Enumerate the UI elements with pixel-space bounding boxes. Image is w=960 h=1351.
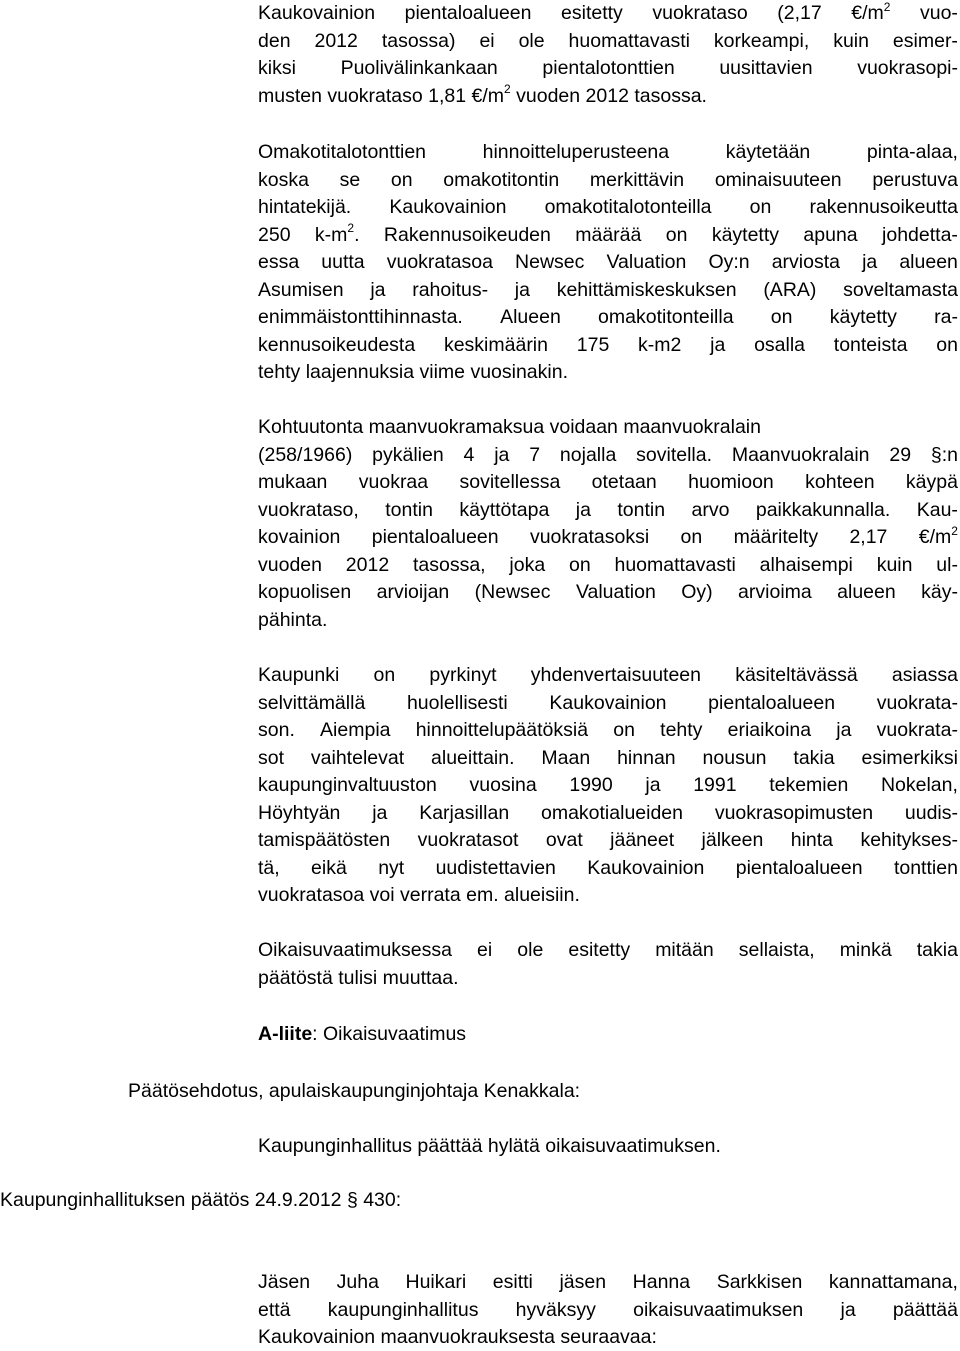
word: den bbox=[258, 29, 291, 52]
word: alueen bbox=[837, 581, 896, 603]
word: ja bbox=[514, 278, 530, 301]
word: esitti bbox=[492, 1271, 533, 1293]
word: ole bbox=[518, 29, 545, 52]
word: käytetään bbox=[725, 141, 811, 163]
word: pykälien bbox=[372, 443, 444, 466]
word: ul- bbox=[936, 553, 958, 576]
word: apuna bbox=[803, 223, 858, 246]
word: takia bbox=[916, 939, 958, 961]
word: kehittämiskeskuksen bbox=[556, 278, 737, 301]
word: son. bbox=[258, 719, 295, 741]
word: ja bbox=[494, 443, 510, 466]
word: päättää bbox=[892, 1298, 958, 1321]
word: hinnan bbox=[617, 746, 676, 769]
word: nousun bbox=[702, 746, 767, 769]
word: on bbox=[373, 664, 396, 686]
word: ja bbox=[645, 774, 661, 796]
word: johdetta- bbox=[882, 223, 958, 246]
word: arvo bbox=[691, 498, 730, 521]
word: on bbox=[680, 526, 703, 548]
paragraph-line: Kaukovainion maanvuokrauksesta seuraavaa: bbox=[258, 1326, 657, 1348]
word: Juha bbox=[336, 1271, 379, 1293]
word: keskimäärin bbox=[443, 333, 548, 356]
paragraph-line: musten vuokrataso 1,81 $€/m^2$ vuoden 2012 tasossa. bbox=[258, 82, 707, 107]
word: ja bbox=[370, 278, 386, 301]
word: Oy) bbox=[681, 581, 713, 603]
word: vuokrasopimusten bbox=[714, 801, 874, 824]
word: mitään bbox=[655, 939, 714, 961]
word: otetaan bbox=[591, 471, 657, 493]
word: Höyhtyän bbox=[258, 801, 341, 824]
word: §:n bbox=[930, 443, 958, 466]
paragraph-line bbox=[258, 579, 958, 606]
paragraph-line bbox=[258, 194, 958, 221]
word: kovainion bbox=[258, 526, 341, 548]
word: tonteista bbox=[833, 333, 908, 356]
word: Valuation bbox=[606, 251, 687, 273]
word: Valuation bbox=[575, 581, 656, 603]
word: tasossa, bbox=[412, 553, 486, 576]
paragraph-line bbox=[258, 277, 958, 304]
word: hyväksyy bbox=[515, 1298, 596, 1321]
word: tä, bbox=[258, 856, 280, 879]
decision-heading: Kaupunginhallituksen päätös 24.9.2012 § 430: bbox=[0, 1189, 402, 1211]
word: omakotitonteilla bbox=[598, 306, 734, 328]
paragraph-line bbox=[258, 772, 958, 799]
word: Karjasillan bbox=[419, 801, 510, 824]
paragraph-line: Kohtuutonta maanvuokramaksua voidaan maanvuokralain bbox=[258, 416, 761, 438]
word: vuokrata- bbox=[876, 719, 958, 741]
word: tehty bbox=[660, 719, 703, 741]
word: alueen bbox=[899, 251, 958, 273]
attachment-label: A-liite bbox=[258, 1023, 313, 1045]
paragraph-line bbox=[258, 304, 958, 331]
paragraph-line bbox=[258, 690, 958, 717]
paragraph-line bbox=[258, 249, 958, 276]
word: ei bbox=[477, 939, 493, 961]
word: $€/m^2$ bbox=[918, 523, 958, 548]
paragraph-line bbox=[258, 497, 958, 524]
word: merkittävin bbox=[589, 168, 685, 191]
word: arviosta bbox=[771, 251, 840, 273]
word: uudis- bbox=[904, 801, 958, 824]
word: vuoden bbox=[258, 553, 322, 576]
word: Sarkkisen bbox=[716, 1271, 803, 1293]
word: kiksi bbox=[258, 57, 296, 79]
word: 1990 bbox=[569, 774, 613, 796]
word: huolellisesti bbox=[406, 691, 508, 714]
paragraph-line bbox=[258, 55, 958, 82]
word: Aiempia bbox=[320, 719, 391, 741]
word: 2012 bbox=[314, 29, 358, 52]
paragraph-line bbox=[258, 139, 958, 166]
word: käsiteltävässä bbox=[735, 664, 858, 686]
word: uudistettavien bbox=[435, 856, 556, 879]
word: joka bbox=[509, 553, 546, 576]
word: arvioijan bbox=[376, 581, 450, 603]
word: ominaisuuteen bbox=[714, 168, 842, 191]
paragraph-line bbox=[258, 552, 958, 579]
word: on bbox=[749, 196, 772, 218]
word: arvioima bbox=[738, 581, 812, 603]
word: pientaloalueen bbox=[708, 691, 836, 714]
word: on bbox=[665, 223, 688, 246]
word: on bbox=[568, 553, 591, 576]
word: kuin bbox=[876, 553, 913, 576]
word: sovitellessa bbox=[459, 471, 561, 493]
word: kuin bbox=[833, 29, 869, 52]
word: huomattavasti bbox=[568, 29, 690, 52]
paragraph-line bbox=[258, 717, 958, 744]
word: Kaukovainion bbox=[258, 2, 376, 24]
word: vuokratasoksi bbox=[529, 526, 650, 548]
word: esitetty bbox=[568, 939, 631, 961]
word: se bbox=[339, 168, 361, 191]
word: hinnoittelupäätöksiä bbox=[415, 719, 589, 741]
word: Puolivälinkankaan bbox=[340, 57, 498, 79]
word: huomioon bbox=[688, 471, 774, 493]
word: tontin bbox=[617, 498, 666, 521]
word: pinta-alaa, bbox=[866, 141, 958, 163]
word: Oikaisuvaatimuksessa bbox=[258, 939, 452, 961]
word: enimmäistonttihinnasta. bbox=[258, 306, 463, 328]
word: oikaisuvaatimuksen bbox=[633, 1298, 804, 1321]
word: Kaukovainion bbox=[389, 196, 507, 218]
word: (ARA) bbox=[763, 278, 817, 301]
word: Omakotitalotonttien bbox=[258, 141, 427, 163]
word: tontin bbox=[385, 498, 433, 521]
word: Newsec bbox=[515, 251, 585, 273]
paragraph-line bbox=[258, 332, 958, 359]
word: tamispäätösten bbox=[258, 829, 391, 851]
word: esimerkiksi bbox=[861, 746, 958, 769]
word: uusittavien bbox=[719, 57, 813, 79]
word: Kaukovainion bbox=[549, 691, 667, 714]
word: 2,17 bbox=[849, 526, 888, 548]
word: $€/m^2$ bbox=[851, 0, 891, 24]
word: esimer- bbox=[892, 29, 958, 52]
word: kohteen bbox=[805, 471, 875, 493]
word: kaupunginhallitus bbox=[327, 1298, 479, 1321]
word: Maanvuokralain bbox=[731, 443, 870, 466]
word: tekemien bbox=[769, 774, 849, 796]
word: sellaista, bbox=[738, 939, 815, 961]
word: omakotitontin bbox=[443, 168, 560, 191]
word: k-m2 bbox=[638, 333, 682, 356]
word: minkä bbox=[839, 939, 892, 961]
word: Oy:n bbox=[708, 251, 750, 273]
attachment-line bbox=[258, 1021, 466, 1048]
word: on bbox=[613, 719, 635, 741]
word: esitetty bbox=[561, 2, 623, 24]
paragraph-line: päätöstä tulisi muuttaa. bbox=[258, 966, 459, 989]
word: pientaloalueen bbox=[371, 526, 499, 548]
paragraph-line: vuokratasoa voi verrata em. alueisiin. bbox=[258, 884, 580, 906]
paragraph-line: pähinta. bbox=[258, 608, 328, 631]
word: rahoitus- bbox=[412, 278, 489, 301]
word: osalla bbox=[754, 333, 806, 356]
word: käyttötapa bbox=[459, 498, 550, 521]
word: alhaisempi bbox=[759, 553, 853, 576]
word: korkeampi, bbox=[713, 29, 810, 52]
word: vuokraa bbox=[358, 471, 429, 493]
word: ja bbox=[575, 498, 591, 521]
paragraph-line bbox=[258, 167, 958, 194]
word: jälkeen bbox=[701, 829, 764, 851]
word: ja bbox=[710, 333, 726, 356]
word: 2012 bbox=[345, 553, 390, 576]
paragraph-line bbox=[258, 222, 958, 249]
word: vaihtelevat bbox=[310, 746, 405, 769]
word: nojalla bbox=[559, 443, 617, 466]
word: tonttien bbox=[893, 856, 958, 879]
attachment-text: : Oikaisuvaatimus bbox=[312, 1023, 467, 1045]
word: sovitella. bbox=[636, 443, 713, 466]
word: kehitykses- bbox=[860, 829, 958, 851]
word: hinta bbox=[790, 829, 834, 851]
word: ja bbox=[862, 251, 878, 273]
word: jääneet bbox=[610, 829, 675, 851]
word: kannattamana, bbox=[828, 1271, 958, 1293]
word: hintatekijä. bbox=[258, 196, 352, 218]
word: Asumisen bbox=[258, 278, 344, 301]
proposal-text: Kaupunginhallitus päättää hylätä oikaisuvaatimuksen. bbox=[258, 1135, 721, 1157]
word: on bbox=[770, 306, 793, 328]
word: tasossa) bbox=[381, 29, 456, 52]
word: käy- bbox=[921, 581, 958, 603]
word: selvittämällä bbox=[258, 691, 366, 714]
word: hinnoitteluperusteena bbox=[482, 141, 670, 163]
paragraph-line bbox=[258, 827, 958, 854]
paragraph-line bbox=[258, 524, 958, 551]
word: 1991 bbox=[693, 774, 737, 796]
word: pientaloalueen bbox=[404, 2, 532, 24]
word: määrää bbox=[575, 223, 642, 246]
word: nyt bbox=[378, 856, 405, 879]
word: soveltamasta bbox=[843, 278, 958, 301]
word: vuokrasopi- bbox=[857, 57, 958, 79]
word: pyrkinyt bbox=[429, 664, 497, 686]
word: Maan bbox=[541, 746, 591, 769]
word: rakennusoikeutta bbox=[809, 196, 958, 218]
word: Huikari bbox=[405, 1271, 467, 1293]
word: kennusoikeudesta bbox=[258, 333, 416, 356]
paragraph-line: tehty laajennuksia viime vuosinakin. bbox=[258, 361, 569, 383]
word: vuokratasot bbox=[417, 829, 519, 851]
word: (Newsec bbox=[474, 581, 551, 603]
word: on bbox=[936, 333, 958, 356]
word: kaupunginvaltuuston bbox=[258, 774, 437, 796]
word: vuokrata- bbox=[876, 691, 958, 714]
word: omakotialueiden bbox=[540, 801, 683, 824]
word: asiassa bbox=[891, 664, 958, 686]
word: Rakennusoikeuden bbox=[383, 223, 551, 246]
paragraph-line bbox=[258, 800, 958, 827]
paragraph-line bbox=[258, 1297, 958, 1324]
word: käytetty bbox=[711, 223, 780, 246]
word: jäsen bbox=[559, 1271, 607, 1293]
paragraph-line bbox=[258, 855, 958, 882]
word: Nokelan, bbox=[880, 774, 958, 796]
word: 4 bbox=[463, 443, 475, 466]
word: 175 bbox=[576, 333, 610, 356]
paragraph-line bbox=[258, 745, 958, 772]
word: $k-m^2$. bbox=[314, 221, 360, 246]
word: käypä bbox=[905, 471, 958, 493]
paragraph-line bbox=[258, 28, 958, 55]
word: mukaan bbox=[258, 471, 328, 493]
word: omakotitalotonteilla bbox=[544, 196, 712, 218]
word: ra- bbox=[934, 306, 958, 328]
word: ole bbox=[517, 939, 544, 961]
word: Alueen bbox=[500, 306, 561, 328]
word: uutta bbox=[321, 251, 365, 273]
word: essa bbox=[258, 251, 300, 273]
word: määritelty bbox=[733, 526, 819, 548]
word: pientaloalueen bbox=[735, 856, 863, 879]
proposal-heading: Päätösehdotus, apulaiskaupunginjohtaja Kenakkala: bbox=[128, 1080, 581, 1102]
word: käytetty bbox=[829, 306, 897, 328]
word: kopuolisen bbox=[258, 581, 352, 603]
word: 7 bbox=[529, 443, 541, 466]
paragraph-line bbox=[258, 937, 958, 964]
word: vuokrataso bbox=[652, 2, 748, 24]
word: koska bbox=[258, 168, 309, 191]
word: eikä bbox=[311, 856, 347, 879]
word: paikkakunnalla. bbox=[755, 498, 891, 521]
word: perustuva bbox=[872, 168, 958, 191]
word: on bbox=[390, 168, 413, 191]
word: vuokratasoa bbox=[386, 251, 493, 273]
word: takia bbox=[793, 746, 835, 769]
word: ei bbox=[479, 29, 495, 52]
word: Kaukovainion bbox=[587, 856, 705, 879]
word: Hanna bbox=[632, 1271, 691, 1293]
word: vuo- bbox=[919, 2, 958, 24]
paragraph-line bbox=[258, 442, 958, 469]
word: että bbox=[258, 1298, 291, 1321]
word: (258/1966) bbox=[258, 443, 353, 466]
word: (2,17 bbox=[777, 2, 822, 24]
word: Jäsen bbox=[258, 1271, 311, 1293]
word: ja bbox=[840, 1298, 856, 1321]
paragraph-line bbox=[258, 662, 958, 689]
word: Kaupunki bbox=[258, 664, 340, 686]
word: Kau- bbox=[916, 498, 958, 521]
word: vuokrataso, bbox=[258, 498, 359, 521]
word: sot bbox=[258, 746, 285, 769]
word: ja bbox=[836, 719, 852, 741]
word: alueittain. bbox=[431, 746, 515, 769]
paragraph-line bbox=[258, 469, 958, 496]
paragraph-line bbox=[258, 0, 958, 27]
word: ovat bbox=[545, 829, 583, 851]
word: 250 bbox=[258, 223, 291, 246]
paragraph-line bbox=[258, 1269, 958, 1296]
word: eriaikoina bbox=[727, 719, 812, 741]
word: huomattavasti bbox=[614, 553, 736, 576]
word: vuosina bbox=[469, 774, 537, 796]
word: 29 bbox=[889, 443, 912, 466]
word: ja bbox=[372, 801, 388, 824]
word: pientalotonttien bbox=[542, 57, 675, 79]
word: yhdenvertaisuuteen bbox=[530, 664, 701, 686]
